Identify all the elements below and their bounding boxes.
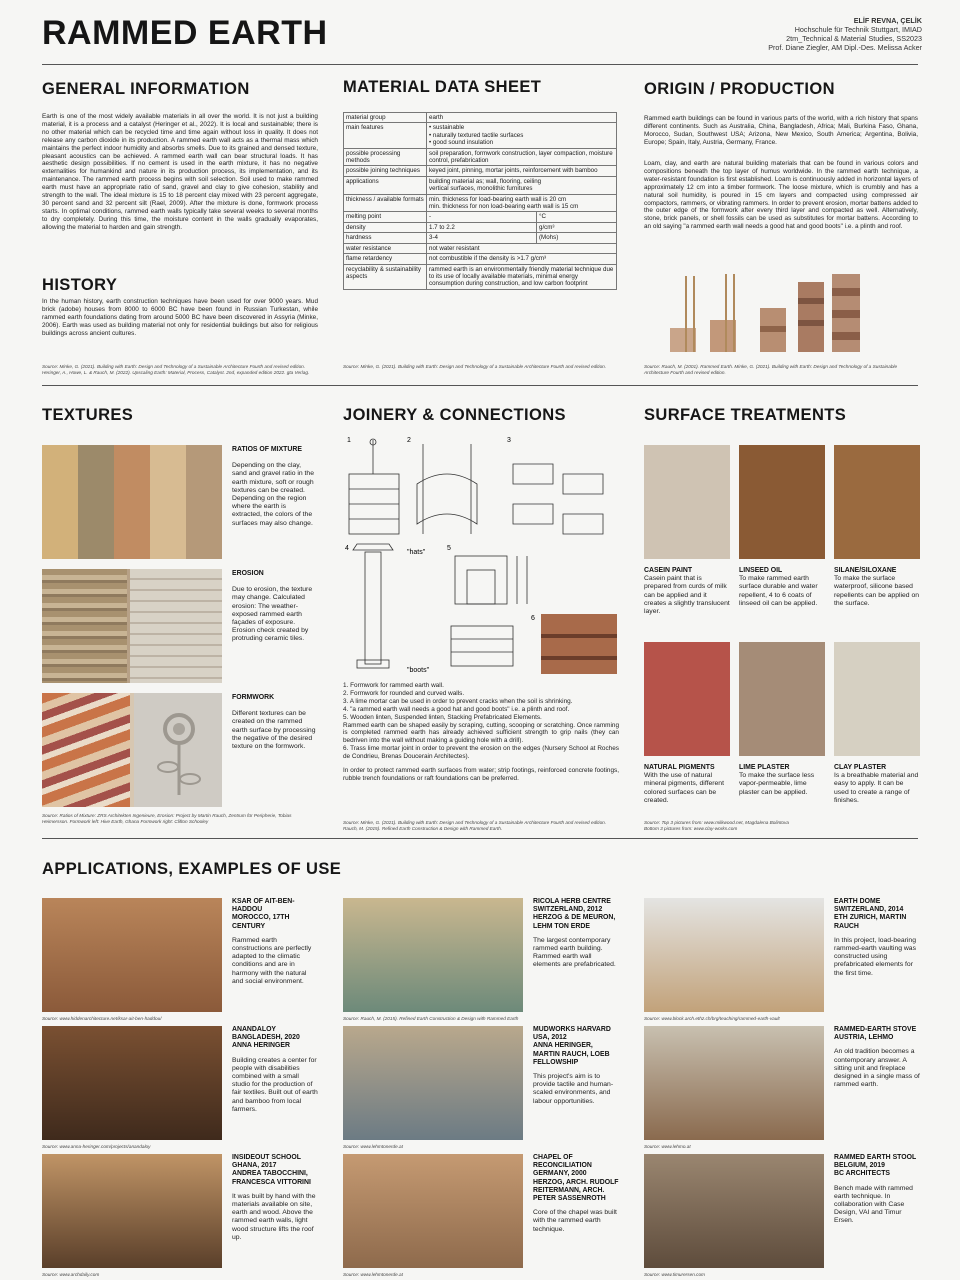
application-title: EARTH DOME SWITZERLAND, 2014 ETH ZURICH, MARTIN RAUCH <box>834 898 907 930</box>
datasheet-value: rammed earth is an environmentally friendly material technique due to its use of locally available materials, minimal energy consumption during construction, and low carbon footprint <box>427 264 617 289</box>
surface-swatch <box>644 642 730 756</box>
application-caption <box>232 1026 318 1114</box>
surface-caption <box>644 567 730 616</box>
datasheet-unit: °C <box>537 212 617 222</box>
application-title: CHAPEL OF RECONCILIATION GERMANY, 2000 HERZOG, ARCH. RUDOLF REITERMANN, ARCH. PETER SASSENROTH <box>533 1154 619 1203</box>
layer-stack-2 <box>710 320 736 352</box>
application-title: KSAR OF AIT-BEN-HADDOU MOROCCO, 17TH CENTURY <box>232 898 295 930</box>
datasheet-value: not combustible if the density is >1.7 g/cm³ <box>427 254 617 264</box>
application-source: Source: www.anna-heringer.com/projects/anandaloy <box>42 1144 151 1149</box>
diagram-label-5: 5 <box>447 545 451 552</box>
general-body: Earth is one of the most widely available materials in all over the world. It is not just a building material, it is a process and a catalyst (Heringer et al., 2022). It is local and sustainable; there is no other material which can be recycled time and time again without loss in quality. It does not release any carbon dioxide in its production. A rammed earth wall acts as a thermal mass which maintains the perfect indoor humidity and absorbs smells. Due to its grained and densed texture, pleasant acoustics can be achieved. A rammed earth wall can bear structural loads. It has aesthetic design possibilities. If no cement is used in the earth mixture, it has no negative externalities for humankind and nature in its production process, its implementation, and its maintenance. The rammed earth process begins with soil selection. Soil used to make rammed earth must have an appropriate ratio of sand, gravel and clay to give cohesion, stability and strength to the wall. The ideal mixture is 15 to 18 percent clay mixed with 23 percent aggregate, 30 percent sand and 32 percent silt (Rael, 2009). After the mixture is done, formwork process starts. In optimal conditions, rammed earth walls typically take several weeks to several months to dry completely. During this time, the moisture content in the walls gradually evaporates, allowing the material to harden and gain strength. <box>42 113 318 231</box>
surface-swatch <box>739 445 825 559</box>
joinery-heading: JOINERY & CONNECTIONS <box>343 406 566 424</box>
application-title: RAMMED EARTH STOOL BELGIUM, 2019 BC ARCHITECTS <box>834 1154 917 1178</box>
surface-caption <box>739 764 825 797</box>
datasheet-row <box>344 264 617 289</box>
header-divider <box>42 64 918 65</box>
datasheet-value: building material as; wall, flooring, ceiling vertical surfaces, monolithic furnitures <box>427 176 617 194</box>
application-title: MUDWORKS HARVARD USA, 2012 ANNA HERINGER, MARTIN RAUCH, LOEB FELLOWSHIP <box>533 1026 611 1066</box>
datasheet-key: melting point <box>344 212 427 222</box>
application-text: An old tradition becomes a contemporary answer. A sitting unit and fireplace designed in a single mass of rammed earth. <box>834 1048 920 1089</box>
joinery-item-4: 4. "a rammed earth wall needs a good hat and good boots" i.e. a plinth and roof. <box>343 705 570 713</box>
application-caption <box>232 898 318 986</box>
application-title: INSIDEOUT SCHOOL GHANA, 2017 ANDREA TABOCCHINI, FRANCESCA VITTORINI <box>232 1154 311 1186</box>
surface-caption <box>834 764 920 805</box>
datasheet-row <box>344 148 617 166</box>
textures-heading: TEXTURES <box>42 406 134 424</box>
application-text: Core of the chapel was built with the rammed earth technique. <box>533 1209 617 1233</box>
origin-paragraph-1: Rammed earth buildings can be found in various parts of the world, with a rich history that spans different continents. Such as Australia, China, Bangladesh, Africa; Mali, Burkina Faso, Ghana, Morocco, Sudan, Southwest USA; Arizona, New Mexico, South America; Argentina, Bolivia, Europe; Spain, Italy, Austria, Germany, France. <box>644 115 918 146</box>
texture-title-erosion: EROSION <box>232 570 264 577</box>
datasheet-key: main features <box>344 123 427 148</box>
datasheet-key: applications <box>344 176 427 194</box>
application-caption <box>834 1154 920 1226</box>
application-photo <box>42 898 222 1012</box>
datasheet-value: 1.7 to 2.2 <box>427 222 537 232</box>
datasheet-key: possible joining techniques <box>344 166 427 176</box>
surface-swatch <box>644 445 730 559</box>
datasheet-key: hardness <box>344 233 427 243</box>
joinery-list <box>343 682 619 783</box>
datasheet-key: flame retardency <box>344 254 427 264</box>
datasheet-row <box>344 233 617 243</box>
applications-heading: APPLICATIONS, EXAMPLES OF USE <box>42 860 342 878</box>
application-text: Rammed earth constructions are perfectly adapted to the climatic conditions and are in harmony with the natural and social environment. <box>232 936 312 985</box>
surface-caption <box>834 567 920 608</box>
diagram-3-mortar <box>513 464 603 534</box>
joinery-item-3: 3. A lime mortar can be used in order to prevent cracks when the soil is shrinking. <box>343 697 573 705</box>
diagram-label-4: 4 <box>345 545 349 552</box>
texture-title-formwork: FORMWORK <box>232 694 275 701</box>
surface-text: To make rammed earth surface durable and water repellent, 4 to 6 coats of linseed oil can be applied. <box>739 575 818 607</box>
datasheet-value: earth <box>427 113 617 123</box>
hats-label: "hats" <box>407 549 426 556</box>
datasheet-row <box>344 212 617 222</box>
application-source: Source: www.archdaily.com <box>42 1272 100 1277</box>
joinery-item-shaping: Rammed earth can be shaped easily by scraping, cutting, scooping or scratching. Once ramming is completed rammed earth has already achieved sufficient strength to grip nails (they can bedriven into the wall without making a guiding hole with a drill). <box>343 721 619 745</box>
datasheet-key: recyclability & sustainability aspects <box>344 264 427 289</box>
diagram-2-curved-formwork <box>417 474 477 524</box>
diagram-label-6: 6 <box>531 615 535 622</box>
joinery-item-2: 2. Formwork for rounded and curved walls. <box>343 689 465 697</box>
application-photo <box>644 1154 824 1268</box>
diagram-label-3: 3 <box>507 437 511 444</box>
datasheet-row <box>344 194 617 212</box>
section-divider-1 <box>42 385 918 386</box>
history-source: Source: Minke, G. (2021). Building with Earth: Design and Technology of a Sustainable Architecture Fourth and revised edition. Heringer, A., Howe, L. & Rauch, M. (2022). Upscaling Earth: Material, Process, Catalyst. 2nd, expanded edition 2022. gta Verlag. <box>42 364 310 375</box>
datasheet-row <box>344 123 617 148</box>
origin-paragraph-2: Loam, clay, and earth are natural building materials that can be found in various colors and compositions beneath the top layer of humus worldwide. In the rammed earth technique, a water-resistant foundation is first established. Loam is continuously added in horizontal layers of approximately 12 cm into a timber formwork. The loose mixture, which is crumbly and has a natural soil humidity, is poured in 15 cm layers and compacted using compressed air compactors, rammers, or vibrating rammers. In order to prevent erosion, mortar battens added to the outer edge of the formwork after every third layer and compacted as well. Alternatively, stone, brick panels, or shell fossils can be used as substitutes for mortar battens. According to an old saying "a rammed earth wall needs a good hat and good boots" i.e. a plinth and roof. <box>644 160 918 231</box>
surface-title: CASEIN PAINT <box>644 567 693 574</box>
diagram-label-2: 2 <box>407 437 411 444</box>
joinery-protection-para: In order to protect rammed earth surfaces from water; strip footings, reinforced concrete footings, rubble trench foundations or raft foundations can be preferred. <box>343 767 619 782</box>
surfaces-source: Source: Top 3 pictures from: www.milkwood.net, Magdalena Bolintova Bottom 3 pictures from: www.clay-works.com <box>644 820 789 831</box>
texture-item-formwork <box>232 694 316 751</box>
diagram-6-trass-mortar-photo <box>541 614 617 674</box>
application-source: Source: www.lehmtonerde.at <box>343 1272 403 1277</box>
surface-caption <box>644 764 730 805</box>
datasheet-unit: g/cm³ <box>537 222 617 232</box>
datasheet-value: • sustainable • naturally textured tactile surfaces • good sound insulation <box>427 123 617 148</box>
application-text: In this project, load-bearing rammed-earth vaulting was constructed using prefabricated elements for the first time. <box>834 936 916 977</box>
datasheet-row <box>344 166 617 176</box>
texture-text-mixture: Depending on the clay, sand and gravel ratio in the earth mixture, soft or rough textures can be created. Depending on the region where the earth is extracted, the colors of the surfaces may also change. <box>232 462 314 527</box>
material-data-table <box>343 112 617 290</box>
joinery-source: Source: Minke, G. (2021). Building with Earth: Design and Technology of a Sustainable Architecture Fourth and revised edition. Rauch, M. (2015). Refined Earth Construction & Design with Rammed Earth. <box>343 820 607 831</box>
application-photo <box>343 1026 523 1140</box>
application-photo <box>644 1026 824 1140</box>
surface-swatch <box>834 445 920 559</box>
datasheet-heading: MATERIAL DATA SHEET <box>343 78 542 96</box>
textures-source: Source: Ratios of Mixture: ZRS Architekten Ingenieure, Erosion: Project by Martin Rauch, Zentrum für Peripherie, Tobias Heimersson. Formwork left: Hive Earth, Ghana Formwork right: Clifton Schooley <box>42 813 292 824</box>
surface-swatch <box>739 642 825 756</box>
origin-heading: ORIGIN / PRODUCTION <box>644 80 835 98</box>
application-source: Source: www.lehmo.at <box>644 1144 691 1149</box>
history-heading: HISTORY <box>42 276 118 294</box>
origin-source: Source: Rauch, M. (2001). Rammed Earth. Minke, G. (2021). Building with Earth: Design and Technology of a Sustainable Architecture Fourth and revised edition. <box>644 364 898 375</box>
author-info <box>768 16 922 52</box>
datasheet-value: keyed joint, pinning, mortar joints, reinforcement with bamboo <box>427 166 617 176</box>
history-body: In the human history, earth construction techniques have been used for over 9000 years. Mud brick (adobe) houses from 8000 to 6000 BC have been found in Russian Turkestan, while rammed earth foundations dating from around 5000 BC have been discovered in Assyria (Minke, 2006). Earth was used as building material not only for residential buildings but also for religious buildings across ancient cultures. <box>42 298 318 337</box>
surface-title: LINSEED OIL <box>739 567 783 574</box>
datasheet-row <box>344 254 617 264</box>
surface-text: With the use of natural mineral pigments, different colored surfaces can be created. <box>644 772 724 804</box>
application-title: RAMMED-EARTH STOVE AUSTRIA, LEHMO <box>834 1026 917 1042</box>
diagram-5-lintel <box>455 556 507 604</box>
datasheet-row <box>344 176 617 194</box>
datasheet-value: - <box>427 212 537 222</box>
datasheet-value: not water resistant <box>427 243 617 253</box>
surface-text: To make the surface less vapor-permeable, lime plaster can be applied. <box>739 772 815 796</box>
application-photo <box>42 1026 222 1140</box>
application-caption <box>533 898 619 970</box>
application-photo <box>42 1154 222 1268</box>
texture-text-formwork: Different textures can be created on the rammed earth surface by processing the negative of the desired texture on the formwork. <box>232 710 316 751</box>
sunflower-relief-icon <box>152 707 206 795</box>
datasheet-key: density <box>344 222 427 232</box>
page-title: RAMMED EARTH <box>42 14 328 52</box>
texture-formwork-image <box>42 693 222 807</box>
application-text: Bench made with rammed earth technique. In collaboration with Case Design, VAI and Timur Ersen. <box>834 1184 913 1225</box>
application-photo <box>343 1154 523 1268</box>
datasheet-unit: (Mohs) <box>537 233 617 243</box>
application-caption <box>533 1154 619 1234</box>
application-source: Source: www.lehmtonerde.at <box>343 1144 403 1149</box>
boots-label: "boots" <box>407 667 430 674</box>
surface-text: To make the surface waterproof, silicone based repellents can be applied on the surface. <box>834 575 920 607</box>
layer-stack-1 <box>670 328 696 352</box>
application-caption <box>834 1026 920 1089</box>
professor-names: Prof. Diane Ziegler, AM Dipl.-Des. Melissa Acker <box>768 43 922 52</box>
datasheet-row <box>344 222 617 232</box>
section-divider-2 <box>42 838 918 839</box>
application-text: This project's aim is to provide tactile and human-scaled environments, and labour opportunities. <box>533 1073 614 1105</box>
application-photo <box>343 898 523 1012</box>
datasheet-row <box>344 243 617 253</box>
author-name: ELİF REVNA, ÇELİK <box>853 16 922 25</box>
texture-item-erosion <box>232 570 316 644</box>
datasheet-key: possible processing methods <box>344 148 427 166</box>
datasheet-row <box>344 113 617 123</box>
texture-mixture-image <box>42 445 222 559</box>
application-source: Source: www.timurersen.com <box>644 1272 705 1277</box>
rammed-earth-layers-illustration <box>670 268 870 358</box>
datasheet-key: water resistance <box>344 243 427 253</box>
datasheet-key: material group <box>344 113 427 123</box>
application-caption <box>232 1154 318 1242</box>
surface-title: SILANE/SILOXANE <box>834 567 897 574</box>
texture-title-mixture: RATIOS OF MIXTURE <box>232 446 302 453</box>
surface-text: Casein paint that is prepared from curds of milk can be applied and it creates a slightly translucent layer. <box>644 575 730 616</box>
datasheet-value: soil preparation, formwork construction, layer compaction, moisture control, prefabrication <box>427 148 617 166</box>
joinery-diagrams <box>343 434 619 678</box>
surface-title: LIME PLASTER <box>739 764 790 771</box>
application-text: Building creates a center for people with disabilities combined with a small studio for the production of fair textiles. Built out of earth and bamboo from local farmers. <box>232 1056 318 1113</box>
surface-title: NATURAL PIGMENTS <box>644 764 715 771</box>
datasheet-value: 3-4 <box>427 233 537 243</box>
application-source: Source: www.hiddenarchitecture.net/ksar-ait-ben-haddou/ <box>42 1016 162 1021</box>
application-text: The largest contemporary rammed earth building. Rammed earth wall elements are prefabricated. <box>533 936 616 969</box>
layer-stack-4 <box>798 282 824 352</box>
application-text: It was built by hand with the materials available on site, earth and wood. Above the rammed earth walls, light wood structure lifts the roof up. <box>232 1192 316 1241</box>
diagram-4-hat-and-boots <box>365 552 381 664</box>
surface-swatch <box>834 642 920 756</box>
datasheet-source: Source: Minke, G. (2021). Building with Earth: Design and Technology of a Sustainable Architecture Fourth and revised edition. <box>343 364 607 369</box>
general-heading: GENERAL INFORMATION <box>42 80 250 98</box>
texture-erosion-image <box>42 569 222 683</box>
application-photo <box>644 898 824 1012</box>
application-caption <box>533 1026 619 1106</box>
application-title: RICOLA HERB CENTRE SWITZERLAND, 2012 HERZOG & DE MEURON, LEHM TON ERDE <box>533 898 616 930</box>
application-caption <box>834 898 920 978</box>
texture-item-mixture <box>232 446 316 528</box>
school-name: Hochschule für Technik Stuttgart, IMIAD <box>794 25 922 34</box>
texture-text-erosion: Due to erosion, the texture may change. Calculated erosion: The weather-exposed rammed earth façades of exposure. Erosion check created by protruding ceramic tiles. <box>232 586 313 643</box>
application-title: ANANDALOY BANGLADESH, 2020 ANNA HERINGER <box>232 1026 300 1050</box>
diagram-label-1: 1 <box>347 437 351 444</box>
surface-caption <box>739 567 825 608</box>
surface-text: Is a breathable material and easy to apply. It can be used to create a range of finishes. <box>834 772 919 804</box>
application-source: Source: Rauch, M. (2015). Refined Earth Construction & Design with Rammed Earth <box>343 1016 519 1021</box>
datasheet-value: min. thickness for load-bearing earth wall is 20 cm min. thickness for non load-bearing earth wall is 15 cm <box>427 194 617 212</box>
application-source: Source: www.block.arch.ethz.ch/brg/teaching/rammed-earth-vault <box>644 1016 780 1021</box>
joinery-item-6: 6. Trass lime mortar joint in order to prevent the erosion on the edges (Nursery School at Roches de Condrieu, Brenas Doucerain Architectes). <box>343 745 619 761</box>
surfaces-heading: SURFACE TREATMENTS <box>644 406 847 424</box>
surface-title: CLAY PLASTER <box>834 764 887 771</box>
joinery-item-1: 1. Formwork for rammed earth wall. <box>343 682 444 689</box>
course-name: 2tm_Technical & Material Studies, SS2023 <box>786 34 922 43</box>
joinery-item-5: 5. Wooden linten, Suspended linten, Stacking Prefabricated Elements. <box>343 713 542 721</box>
datasheet-key: thickness / available formats <box>344 194 427 212</box>
